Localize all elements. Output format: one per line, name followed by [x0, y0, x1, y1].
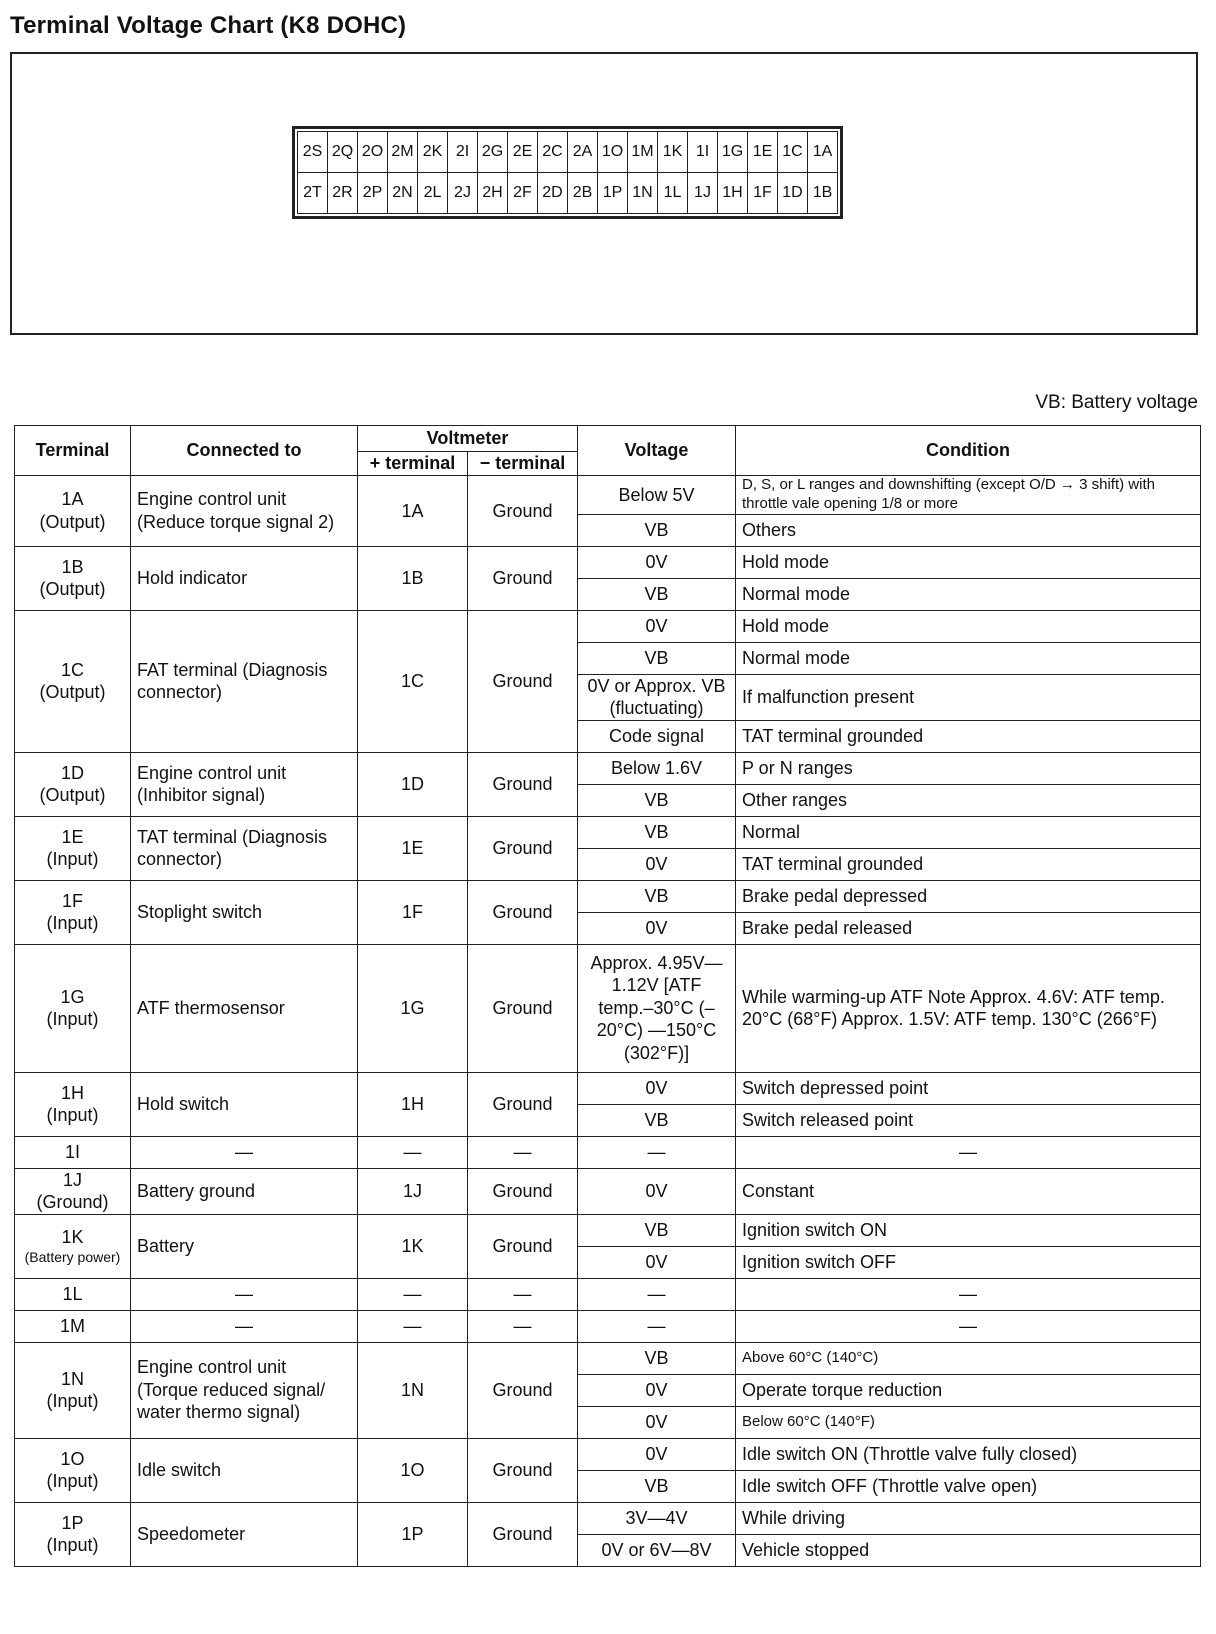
connected-to-cell: —	[131, 1310, 358, 1342]
header-connected-to: Connected to	[131, 426, 358, 476]
condition-cell: Other ranges	[736, 784, 1201, 816]
plus-terminal-cell: —	[358, 1136, 468, 1168]
connector-pin: 2M	[388, 132, 418, 173]
terminal-type: (Output)	[39, 682, 106, 702]
terminal-type: (Input)	[46, 1009, 99, 1029]
voltage-cell: 3V—4V	[578, 1502, 736, 1534]
condition-cell: P or N ranges	[736, 752, 1201, 784]
table-row	[15, 752, 1201, 784]
condition-cell: Normal mode	[736, 642, 1201, 674]
voltage-cell: —	[578, 1310, 736, 1342]
terminal-cell	[15, 1278, 131, 1310]
condition-cell: Ignition switch ON	[736, 1214, 1201, 1246]
voltage-cell: 0V	[578, 1406, 736, 1438]
terminal-cell	[15, 1072, 131, 1136]
minus-terminal-cell: Ground	[468, 880, 578, 944]
terminal-type: (Input)	[46, 1535, 99, 1555]
connected-to-cell: Battery	[131, 1214, 358, 1278]
condition-cell: Idle switch OFF (Throttle valve open)	[736, 1470, 1201, 1502]
table-row	[15, 880, 1201, 912]
connector-pin: 2L	[418, 173, 448, 214]
terminal-id: 1N	[60, 1368, 84, 1389]
voltage-cell: 0V or Approx. VB (fluctuating)	[578, 674, 736, 720]
voltage-cell: VB	[578, 816, 736, 848]
terminal-id: 1G	[60, 986, 85, 1007]
table-row	[15, 1278, 1201, 1310]
voltage-cell: VB	[578, 784, 736, 816]
plus-terminal-cell: 1P	[358, 1502, 468, 1566]
table-row	[15, 1072, 1201, 1104]
condition-cell: Others	[736, 514, 1201, 546]
terminal-cell	[15, 610, 131, 752]
terminal-cell	[15, 1502, 131, 1566]
connected-to-cell: Stoplight switch	[131, 880, 358, 944]
connector-pin: 1I	[688, 132, 718, 173]
terminal-type: (Input)	[46, 849, 99, 869]
connector-pin: 2Q	[328, 132, 358, 173]
minus-terminal-cell: —	[468, 1278, 578, 1310]
condition-cell: Below 60°C (140°F)	[736, 1406, 1201, 1438]
voltage-cell: 0V or 6V—8V	[578, 1534, 736, 1566]
voltage-cell: VB	[578, 880, 736, 912]
plus-terminal-cell: 1J	[358, 1168, 468, 1214]
page-title: Terminal Voltage Chart (K8 DOHC)	[10, 12, 407, 39]
minus-terminal-cell: Ground	[468, 1502, 578, 1566]
connected-to-cell: —	[131, 1136, 358, 1168]
voltage-cell: 0V	[578, 1246, 736, 1278]
terminal-id: 1I	[64, 1141, 80, 1162]
connected-to-cell: Engine control unit (Inhibitor signal)	[131, 752, 358, 816]
minus-terminal-cell: Ground	[468, 816, 578, 880]
plus-terminal-cell: 1G	[358, 944, 468, 1072]
voltage-cell: VB	[578, 514, 736, 546]
plus-terminal-cell: 1D	[358, 752, 468, 816]
minus-terminal-cell: Ground	[468, 476, 578, 547]
terminal-id: 1E	[61, 826, 84, 847]
connected-to-cell: TAT terminal (Diagnosis connector)	[131, 816, 358, 880]
voltage-cell: Approx. 4.95V—1.12V [ATF temp.–30°C (–20°C) —150°C (302°F)]	[578, 944, 736, 1072]
connected-to-cell: Battery ground	[131, 1168, 358, 1214]
terminal-voltage-table	[14, 425, 1201, 1567]
terminal-id: 1O	[60, 1448, 85, 1469]
condition-cell: Vehicle stopped	[736, 1534, 1201, 1566]
terminal-type: (Input)	[46, 1391, 99, 1411]
terminal-cell	[15, 880, 131, 944]
voltage-cell: 0V	[578, 912, 736, 944]
connector-pin: 2S	[298, 132, 328, 173]
condition-cell: While warming-up ATF Note Approx. 4.6V: ATF temp. 20°C (68°F) Approx. 1.5V: ATF temp. 130°C (266°F)	[736, 944, 1201, 1072]
connector-pin: 2P	[358, 173, 388, 214]
voltage-cell: 0V	[578, 848, 736, 880]
table-row	[15, 546, 1201, 578]
plus-terminal-cell: —	[358, 1278, 468, 1310]
plus-terminal-cell: 1F	[358, 880, 468, 944]
connector-pin: 1P	[598, 173, 628, 214]
condition-cell: TAT terminal grounded	[736, 848, 1201, 880]
minus-terminal-cell: Ground	[468, 1072, 578, 1136]
terminal-id: 1K	[61, 1227, 84, 1247]
connector-pin: 1C	[778, 132, 808, 173]
minus-terminal-cell: Ground	[468, 752, 578, 816]
plus-terminal-cell: 1N	[358, 1342, 468, 1438]
minus-terminal-cell: Ground	[468, 610, 578, 752]
terminal-cell	[15, 1342, 131, 1438]
connector-pin: 2I	[448, 132, 478, 173]
terminal-cell	[15, 1136, 131, 1168]
table-row	[15, 816, 1201, 848]
voltage-cell: VB	[578, 1214, 736, 1246]
condition-cell: Brake pedal depressed	[736, 880, 1201, 912]
connector-pin: 2T	[298, 173, 328, 214]
header-terminal: Terminal	[15, 426, 131, 476]
minus-terminal-cell: Ground	[468, 944, 578, 1072]
plus-terminal-cell: 1E	[358, 816, 468, 880]
voltage-cell: VB	[578, 1104, 736, 1136]
plus-terminal-cell: —	[358, 1310, 468, 1342]
terminal-cell	[15, 546, 131, 610]
table-row	[15, 1214, 1201, 1246]
condition-cell: While driving	[736, 1502, 1201, 1534]
voltage-cell: Below 5V	[578, 476, 736, 515]
minus-terminal-cell: Ground	[468, 1214, 578, 1278]
condition-cell: Ignition switch OFF	[736, 1246, 1201, 1278]
battery-voltage-note: VB: Battery voltage	[1035, 392, 1198, 413]
voltage-cell: 0V	[578, 1438, 736, 1470]
condition-cell: Hold mode	[736, 610, 1201, 642]
terminal-id: 1A	[61, 489, 84, 510]
connector-pin: 2O	[358, 132, 388, 173]
table-row	[15, 944, 1201, 1072]
connector-pin: 1B	[808, 173, 838, 214]
terminal-type: (Battery power)	[24, 1248, 121, 1265]
minus-terminal-cell: Ground	[468, 1438, 578, 1502]
connector-pin: 1E	[748, 132, 778, 173]
condition-cell: Idle switch ON (Throttle valve fully closed)	[736, 1438, 1201, 1470]
terminal-cell	[15, 944, 131, 1072]
condition-cell: Switch depressed point	[736, 1072, 1201, 1104]
connector-pin: 2R	[328, 173, 358, 214]
terminal-cell	[15, 816, 131, 880]
connector-pin: 1H	[718, 173, 748, 214]
condition-cell: Normal mode	[736, 578, 1201, 610]
table-row	[15, 1136, 1201, 1168]
connector-pin: 1M	[628, 132, 658, 173]
connected-to-cell: ATF thermosensor	[131, 944, 358, 1072]
minus-terminal-cell: —	[468, 1136, 578, 1168]
header-minus-terminal: − terminal	[468, 452, 578, 476]
connected-to-cell: Hold indicator	[131, 546, 358, 610]
connected-to-cell: Engine control unit (Reduce torque signal 2)	[131, 476, 358, 547]
connector-pin: 1F	[748, 173, 778, 214]
connector-pin: 2F	[508, 173, 538, 214]
terminal-id: 1M	[59, 1315, 85, 1336]
table-row	[15, 1310, 1201, 1342]
voltage-cell: VB	[578, 642, 736, 674]
terminal-cell	[15, 1214, 131, 1278]
terminal-type: (Input)	[46, 1471, 99, 1491]
terminal-id: 1B	[61, 556, 84, 577]
terminal-id: 1F	[61, 890, 83, 911]
condition-cell: Switch released point	[736, 1104, 1201, 1136]
header-plus-terminal: + terminal	[358, 452, 468, 476]
connector-top-row	[298, 132, 838, 173]
terminal-cell	[15, 1168, 131, 1214]
voltage-cell: 0V	[578, 1072, 736, 1104]
condition-cell: Normal	[736, 816, 1201, 848]
connector-pin: 2G	[478, 132, 508, 173]
connector-pin: 2E	[508, 132, 538, 173]
minus-terminal-cell: Ground	[468, 546, 578, 610]
header-voltmeter: Voltmeter	[358, 426, 578, 452]
terminal-type: (Input)	[46, 1105, 99, 1125]
connector-pin: 2A	[568, 132, 598, 173]
table-row	[15, 1438, 1201, 1470]
voltage-cell: 0V	[578, 1168, 736, 1214]
table-row	[15, 1168, 1201, 1214]
condition-cell: If malfunction present	[736, 674, 1201, 720]
connected-to-cell: Speedometer	[131, 1502, 358, 1566]
condition-cell: Operate torque reduction	[736, 1374, 1201, 1406]
connector-pin: 2K	[418, 132, 448, 173]
minus-terminal-cell: —	[468, 1310, 578, 1342]
condition-cell: TAT terminal grounded	[736, 720, 1201, 752]
connector-pin: 1O	[598, 132, 628, 173]
terminal-cell	[15, 752, 131, 816]
terminal-type: (Ground)	[36, 1192, 109, 1212]
table-row	[15, 610, 1201, 642]
minus-terminal-cell: Ground	[468, 1168, 578, 1214]
plus-terminal-cell: 1A	[358, 476, 468, 547]
table-row	[15, 1502, 1201, 1534]
voltage-cell: —	[578, 1278, 736, 1310]
condition-cell: D, S, or L ranges and downshifting (except O/D → 3 shift) with throttle vale opening 1/8 or more	[736, 476, 1201, 515]
connector-pin: 1G	[718, 132, 748, 173]
connector-pin: 1K	[658, 132, 688, 173]
terminal-id: 1H	[60, 1082, 84, 1103]
connected-to-cell: FAT terminal (Diagnosis connector)	[131, 610, 358, 752]
connector-pin: 2H	[478, 173, 508, 214]
header-condition: Condition	[736, 426, 1201, 476]
connector-pin: 1N	[628, 173, 658, 214]
connector-pin: 2D	[538, 173, 568, 214]
minus-terminal-cell: Ground	[468, 1342, 578, 1438]
voltage-cell: VB	[578, 578, 736, 610]
terminal-type: (Output)	[39, 511, 106, 532]
terminal-type: (Output)	[39, 579, 106, 599]
voltage-cell: 0V	[578, 610, 736, 642]
connector-pin: 2B	[568, 173, 598, 214]
voltage-cell: VB	[578, 1342, 736, 1374]
voltage-cell: Code signal	[578, 720, 736, 752]
voltage-cell: —	[578, 1136, 736, 1168]
voltage-cell: 0V	[578, 1374, 736, 1406]
terminal-id: 1J	[62, 1169, 82, 1190]
connector-bottom-row	[298, 173, 838, 214]
plus-terminal-cell: 1O	[358, 1438, 468, 1502]
condition-cell: Constant	[736, 1168, 1201, 1214]
table-row	[15, 476, 1201, 515]
condition-cell: Brake pedal released	[736, 912, 1201, 944]
terminal-cell	[15, 1310, 131, 1342]
terminal-id: 1C	[60, 659, 84, 680]
terminal-id: 1L	[62, 1283, 83, 1304]
condition-cell: —	[736, 1136, 1201, 1168]
terminal-id: 1D	[60, 762, 84, 783]
header-voltage: Voltage	[578, 426, 736, 476]
connected-to-cell: Engine control unit (Torque reduced signal/ water thermo signal)	[131, 1342, 358, 1438]
voltage-cell: 0V	[578, 546, 736, 578]
connector-pin: 2C	[538, 132, 568, 173]
condition-cell: Hold mode	[736, 546, 1201, 578]
plus-terminal-cell: 1B	[358, 546, 468, 610]
voltage-cell: Below 1.6V	[578, 752, 736, 784]
connector-pin: 2N	[388, 173, 418, 214]
plus-terminal-cell: 1K	[358, 1214, 468, 1278]
plus-terminal-cell: 1H	[358, 1072, 468, 1136]
connector-pinout	[292, 126, 843, 219]
connector-pin: 1D	[778, 173, 808, 214]
plus-terminal-cell: 1C	[358, 610, 468, 752]
condition-cell: Above 60°C (140°C)	[736, 1342, 1201, 1374]
connector-pin: 2J	[448, 173, 478, 214]
condition-cell: —	[736, 1310, 1201, 1342]
connected-to-cell: Hold switch	[131, 1072, 358, 1136]
terminal-cell	[15, 476, 131, 547]
terminal-type: (Output)	[39, 785, 106, 805]
connector-pin: 1L	[658, 173, 688, 214]
terminal-type: (Input)	[46, 913, 99, 933]
table-row	[15, 1342, 1201, 1374]
voltage-cell: VB	[578, 1470, 736, 1502]
connector-pin: 1A	[808, 132, 838, 173]
connected-to-cell: Idle switch	[131, 1438, 358, 1502]
terminal-id: 1P	[61, 1512, 84, 1533]
terminal-cell	[15, 1438, 131, 1502]
connector-pin: 1J	[688, 173, 718, 214]
condition-cell: —	[736, 1278, 1201, 1310]
connected-to-cell: —	[131, 1278, 358, 1310]
